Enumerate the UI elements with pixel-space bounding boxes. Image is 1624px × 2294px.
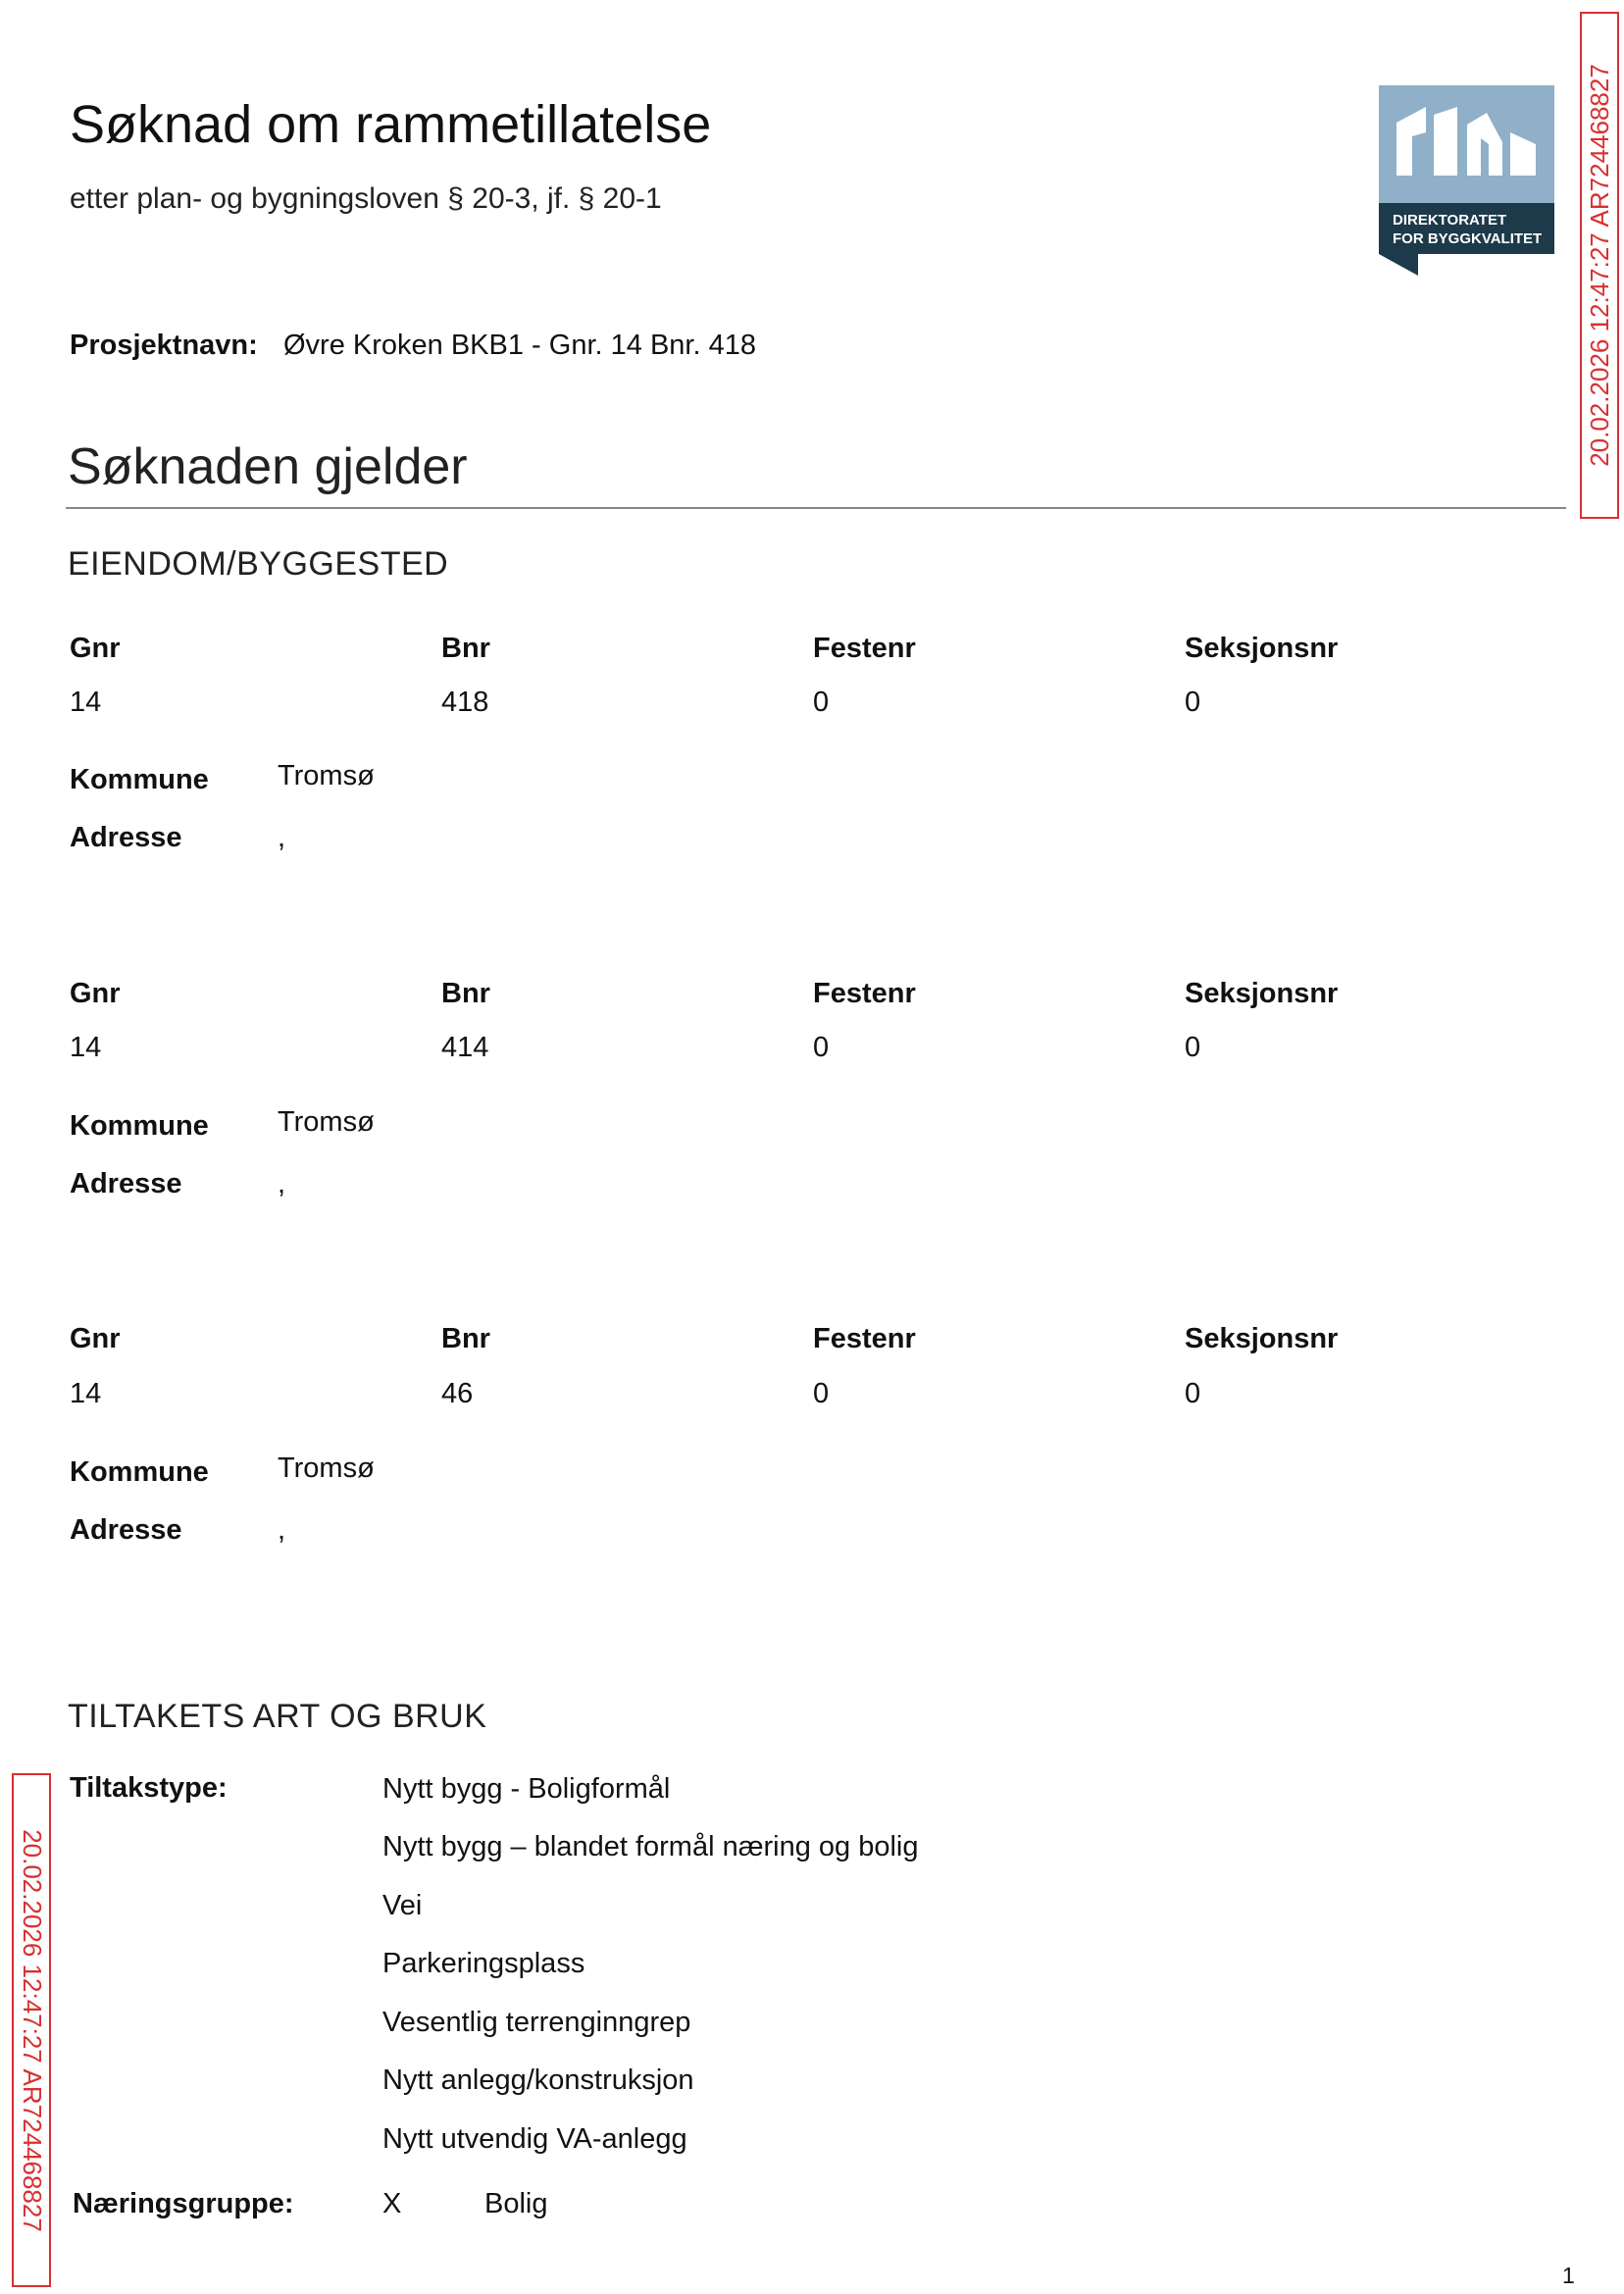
tiltakstype-item: Parkeringsplass (382, 1948, 585, 1979)
project-name-value: Øvre Kroken BKB1 - Gnr. 14 Bnr. 418 (283, 330, 756, 361)
kommune-value: Tromsø (278, 1453, 375, 1484)
adresse-value: , (278, 1168, 286, 1199)
gnr-value: 14 (70, 687, 102, 718)
bnr-header: Bnr (441, 633, 490, 664)
timestamp-stamp-left (12, 1773, 51, 2287)
adresse-label: Adresse (70, 1168, 182, 1199)
seksjonsnr-header: Seksjonsnr (1185, 1323, 1339, 1354)
bnr-header: Bnr (441, 1323, 490, 1354)
festenr-value: 0 (813, 687, 830, 718)
kommune-label: Kommune (70, 764, 209, 795)
stamp-text-left: 20.02.2026 12:47:27 AR724468827 (17, 1828, 47, 2232)
gnr-header: Gnr (70, 1323, 121, 1354)
festenr-header: Festenr (813, 1323, 916, 1354)
bnr-value: 414 (441, 1032, 489, 1063)
festenr-value: 0 (813, 1032, 830, 1063)
naeringsgruppe-value: Bolig (484, 2188, 548, 2219)
kommune-value: Tromsø (278, 1106, 375, 1138)
adresse-label: Adresse (70, 822, 182, 853)
adresse-value: , (278, 822, 286, 853)
gnr-value: 14 (70, 1032, 102, 1063)
seksjonsnr-value: 0 (1185, 687, 1201, 718)
heading-divider (66, 507, 1566, 509)
document-subtitle: etter plan- og bygningsloven § 20-3, jf. § 20-1 (70, 182, 662, 215)
property-section-title: EIENDOM/BYGGESTED (68, 545, 449, 583)
tiltakstype-item: Nytt bygg – blandet formål næring og bolig (382, 1831, 919, 1862)
tiltakstype-item: Nytt utvendig VA-anlegg (382, 2123, 687, 2155)
tiltakstype-item: Vei (382, 1890, 423, 1921)
kommune-label: Kommune (70, 1110, 209, 1142)
page-number: 1 (1562, 2263, 1575, 2288)
section-heading: Søknaden gjelder (68, 438, 468, 495)
festenr-header: Festenr (813, 633, 916, 664)
tiltakstype-item: Vesentlig terrenginngrep (382, 2007, 691, 2038)
logo-graphic (1379, 85, 1554, 276)
naeringsgruppe-label: Næringsgruppe: (73, 2188, 294, 2219)
bnr-value: 418 (441, 687, 489, 718)
tiltak-section-title: TILTAKETS ART OG BRUK (68, 1698, 487, 1735)
seksjonsnr-header: Seksjonsnr (1185, 978, 1339, 1009)
bnr-value: 46 (441, 1378, 474, 1409)
seksjonsnr-value: 0 (1185, 1378, 1201, 1409)
kommune-label: Kommune (70, 1456, 209, 1488)
seksjonsnr-value: 0 (1185, 1032, 1201, 1063)
adresse-label: Adresse (70, 1514, 182, 1546)
document-title: Søknad om rammetillatelse (70, 95, 712, 154)
logo-text-line2: FOR BYGGKVALITET (1393, 230, 1543, 247)
bnr-header: Bnr (441, 978, 490, 1009)
adresse-value: , (278, 1514, 286, 1546)
timestamp-stamp-top-right (1580, 12, 1619, 519)
tiltakstype-item: Nytt bygg - Boligformål (382, 1773, 671, 1805)
project-name-label: Prosjektnavn: (70, 330, 258, 361)
logo-text-line1: DIREKTORATET (1393, 212, 1507, 229)
festenr-value: 0 (813, 1378, 830, 1409)
gnr-value: 14 (70, 1378, 102, 1409)
tiltakstype-item: Nytt anlegg/konstruksjon (382, 2065, 694, 2096)
tiltakstype-label: Tiltakstype: (70, 1772, 228, 1804)
gnr-header: Gnr (70, 978, 121, 1009)
kommune-value: Tromsø (278, 760, 375, 791)
stamp-text-top-right: 20.02.2026 12:47:27 AR724468827 (1584, 64, 1614, 467)
dibk-logo (1379, 85, 1554, 276)
festenr-header: Festenr (813, 978, 916, 1009)
naeringsgruppe-mark: X (382, 2188, 402, 2219)
seksjonsnr-header: Seksjonsnr (1185, 633, 1339, 664)
gnr-header: Gnr (70, 633, 121, 664)
